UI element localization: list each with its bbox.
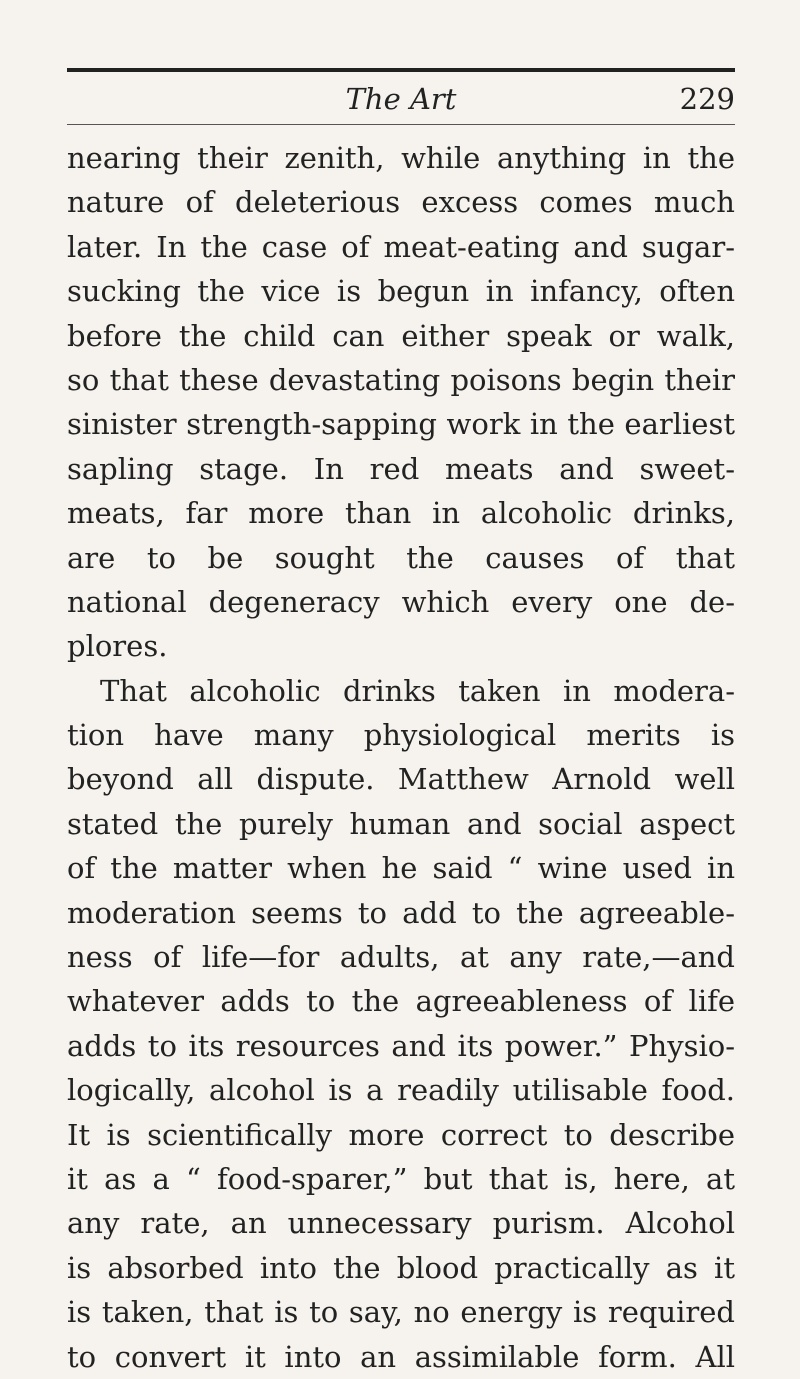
text-line: nearing their zenith, while anything in the	[67, 141, 735, 175]
running-header	[67, 80, 735, 118]
header-top-rule	[67, 68, 735, 72]
text-line: whatever adds to the agreeableness of life	[67, 984, 735, 1019]
text-line: moderation seems to add to the agreeable-	[67, 895, 735, 930]
page-number: 229	[679, 82, 735, 116]
text-line: is taken, that is to say, no energy is required	[67, 1295, 735, 1330]
body-text	[67, 136, 735, 1379]
text-line: to convert it into an assimilable form. All	[67, 1339, 735, 1374]
text-line: national degeneracy which every one de-	[67, 584, 735, 619]
text-line: of the matter when he said “ wine used in	[67, 851, 735, 886]
text-line: before the child can either speak or walk,	[67, 318, 735, 353]
text-line: It is scientifically more correct to describe	[67, 1117, 735, 1152]
text-line: is absorbed into the blood practically as it	[67, 1250, 735, 1285]
header-bottom-rule	[67, 124, 735, 125]
text-line-paragraph-start: That alcoholic drinks taken in modera-	[100, 673, 735, 708]
text-line: logically, alcohol is a readily utilisable food.	[67, 1073, 735, 1108]
text-line: adds to its resources and its power.” Physio-	[67, 1028, 735, 1063]
text-line: stated the purely human and social aspect	[67, 806, 735, 841]
text-line: tion have many physiological merits is	[67, 718, 735, 753]
text-line: sinister strength-sapping work in the earliest	[67, 407, 735, 442]
text-line: it as a “ food-sparer,” but that is, here, at	[67, 1161, 735, 1196]
text-line: sapling stage. In red meats and sweet-	[67, 451, 735, 486]
running-title: The Art	[345, 82, 457, 116]
text-line: so that these devastating poisons begin their	[67, 362, 735, 397]
text-line: beyond all dispute. Matthew Arnold well	[67, 762, 735, 797]
text-line: ness of life—for adults, at any rate,—and	[67, 940, 735, 975]
text-line-paragraph-end: plores.	[67, 629, 168, 664]
text-line: meats, far more than in alcoholic drinks,	[67, 496, 735, 531]
text-line: nature of deleterious excess comes much	[67, 185, 735, 220]
text-line: any rate, an unnecessary purism. Alcohol	[67, 1206, 735, 1241]
text-line: are to be sought the causes of that	[67, 540, 735, 575]
text-line: later. In the case of meat-eating and sugar-	[67, 229, 735, 264]
text-line: sucking the vice is begun in infancy, often	[67, 274, 735, 309]
